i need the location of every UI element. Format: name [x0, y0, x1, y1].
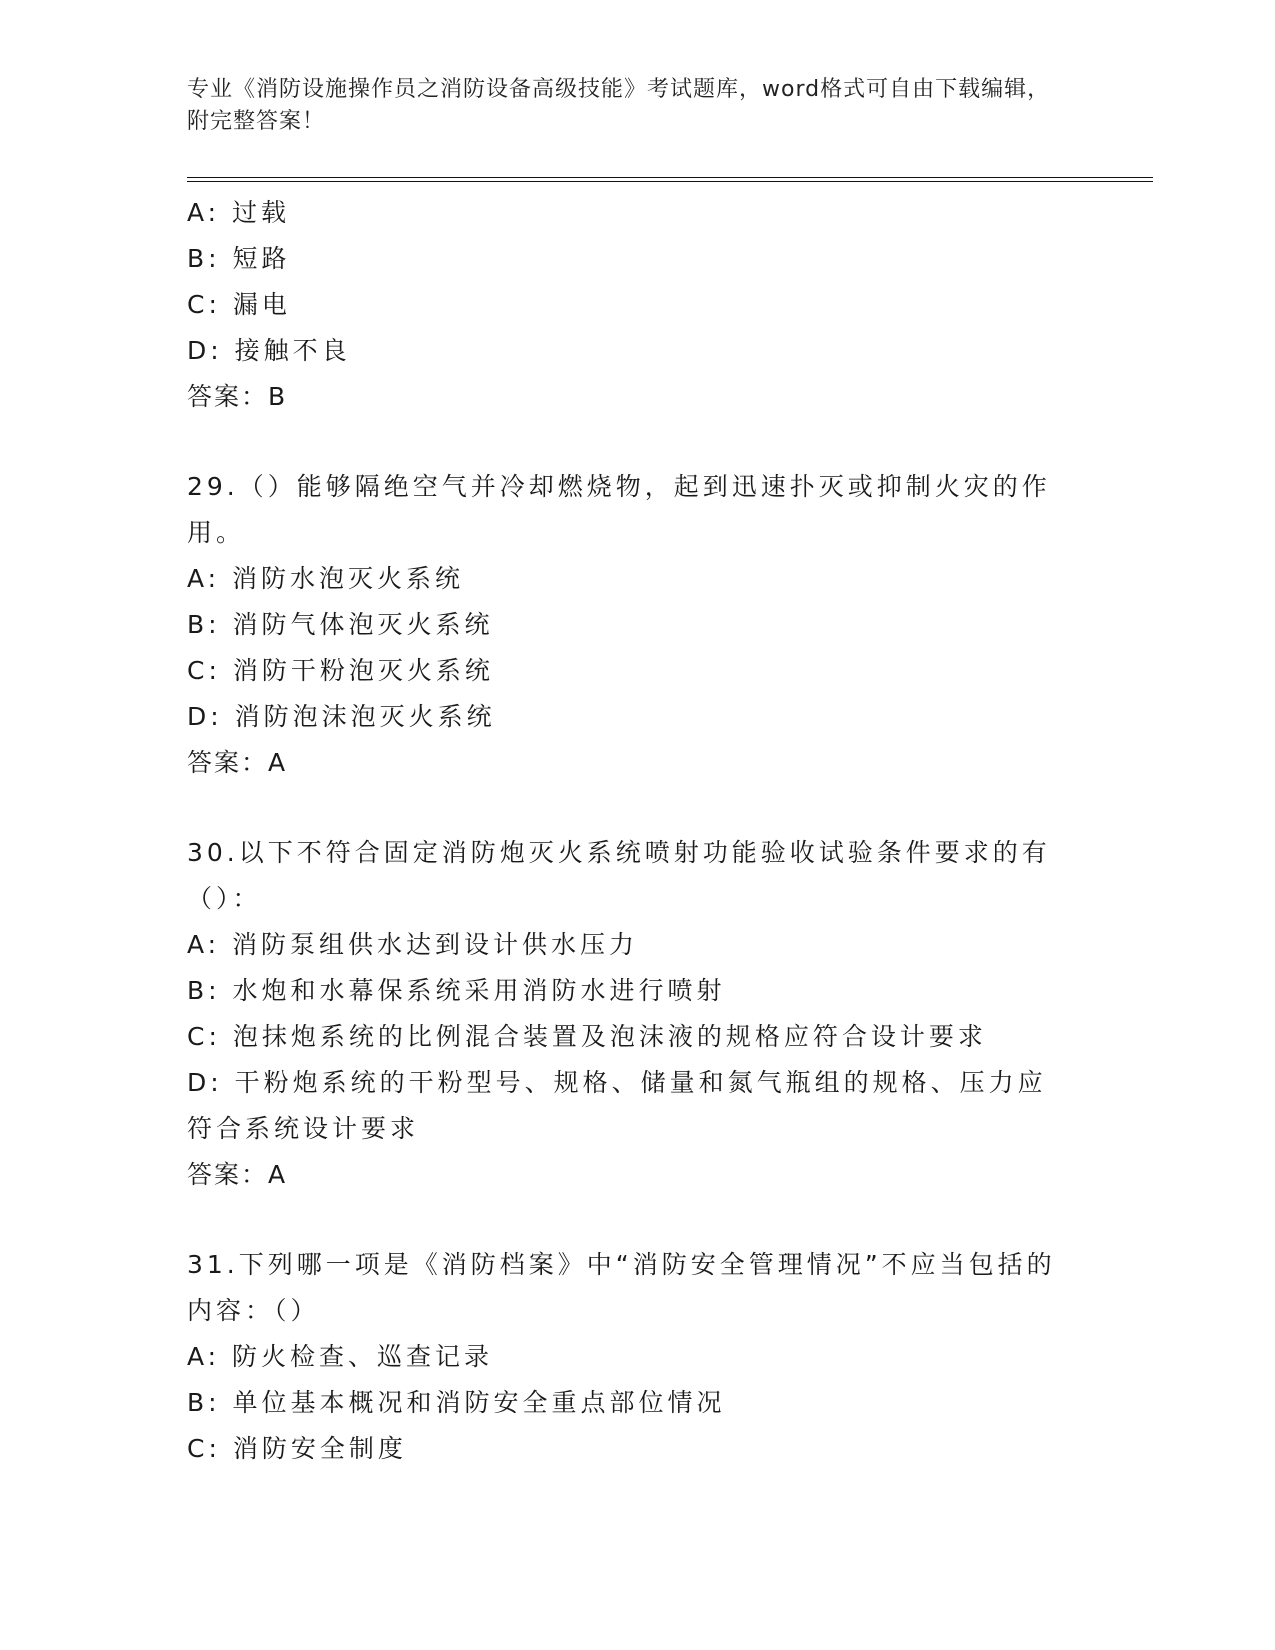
option-d: D: 接触不良: [187, 336, 351, 365]
option-a: A: 过载: [187, 198, 291, 227]
option-b: B: 消防气体泡灭火系统: [187, 610, 494, 639]
spacer: [187, 1198, 1067, 1242]
header-divider-secondary: [187, 181, 1153, 182]
question-block-29: [187, 464, 1067, 786]
spacer: [187, 786, 1067, 830]
option-c: C: 消防干粉泡灭火系统: [187, 656, 494, 685]
page-header: 专业《消防设施操作员之消防设备高级技能》考试题库，word格式可自由下载编辑，附完整答案！: [187, 77, 1051, 134]
answer-line: 答案：A: [187, 1160, 288, 1189]
spacer: [187, 420, 1067, 464]
option-c: C: 消防安全制度: [187, 1434, 407, 1463]
question-list: [187, 190, 1067, 1472]
option-a: A: 消防水泡灭火系统: [187, 564, 465, 593]
option-b: B: 水炮和水幕保系统采用消防水进行喷射: [187, 976, 726, 1005]
question-text: 31.下列哪一项是《消防档案》中“消防安全管理情况”不应当包括的内容：（）: [187, 1250, 1056, 1325]
option-d: D: 干粉炮系统的干粉型号、规格、储量和氮气瓶组的规格、压力应符合系统设计要求: [187, 1068, 1047, 1143]
question-block-28: [187, 190, 1067, 420]
option-b: B: 短路: [187, 244, 291, 273]
question-text: 30.以下不符合固定消防炮灭火系统喷射功能验收试验条件要求的有（）：: [187, 838, 1051, 913]
option-b: B: 单位基本概况和消防安全重点部位情况: [187, 1388, 726, 1417]
header-divider: [187, 177, 1153, 178]
option-a: A: 消防泵组供水达到设计供水压力: [187, 930, 639, 959]
question-text: 29.（）能够隔绝空气并冷却燃烧物，起到迅速扑灭或抑制火灾的作用。: [187, 472, 1051, 547]
question-block-30: [187, 830, 1067, 1198]
option-c: C: 泡抹炮系统的比例混合装置及泡沫液的规格应符合设计要求: [187, 1022, 987, 1051]
option-a: A: 防火检查、巡查记录: [187, 1342, 494, 1371]
option-c: C: 漏电: [187, 290, 291, 319]
answer-line: 答案：B: [187, 382, 288, 411]
question-block-31: [187, 1242, 1067, 1472]
answer-line: 答案：A: [187, 748, 288, 777]
option-d: D: 消防泡沫泡灭火系统: [187, 702, 496, 731]
